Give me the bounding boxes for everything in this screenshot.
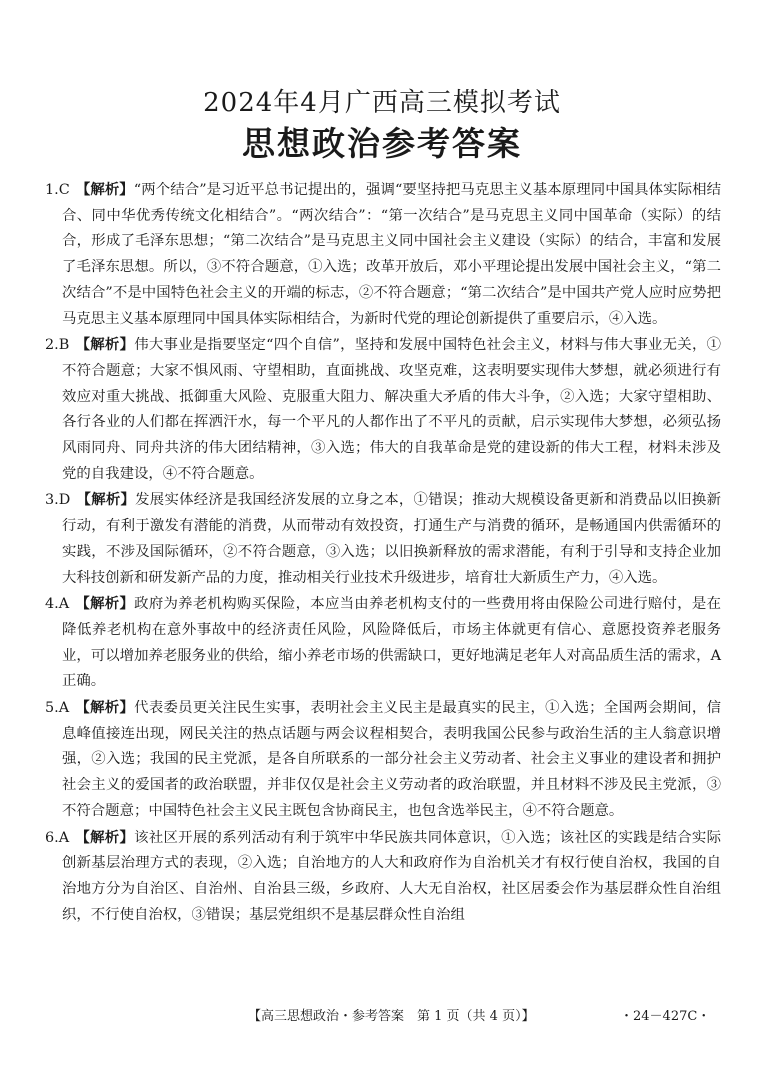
answer-number: 2. bbox=[45, 337, 59, 354]
answer-item bbox=[45, 825, 721, 929]
answer-number: 5. bbox=[45, 700, 59, 717]
answer-item bbox=[45, 487, 721, 591]
analysis-tag: 【解析】 bbox=[75, 336, 135, 354]
answer-letter: B bbox=[58, 337, 70, 354]
answer-letter: D bbox=[58, 492, 71, 509]
analysis-tag: 【解析】 bbox=[75, 699, 135, 717]
footer-code: ・24－427C・ bbox=[620, 1009, 711, 1024]
answer-number: 1. bbox=[45, 182, 59, 198]
answer-letter: A bbox=[58, 700, 70, 717]
answer-item bbox=[45, 177, 721, 332]
answer-letter: C bbox=[58, 182, 70, 198]
answer-number: 6. bbox=[45, 829, 59, 846]
document-subtitle: 思想政治参考答案 bbox=[242, 124, 522, 163]
analysis-text: “两个结合”是习近平总书记提出的，强调“要坚持把马克思主义基本原理同中国具体实际相结合、同中华优秀传统文化相结合”。“两次结合”：“第一次结合”是马克思主义同中国革命（实际）的结合，形成了毛泽东思想；“第二次结合”是马克思主义同中国社会主义建设（实际）的结合，丰富和发展了毛泽东思想。所以，③不符合题意，①入选；改革开放后，邓小平理论提出发展中国社会主义，“第二次结合”不是中国特色社会主义的开端的标志，②不符合题意；“第二次结合”是中国共产党人应时应势把马克思主义基本原理同中国具体实际相结合，为新时代党的理论创新提供了重要启示，④入选。 bbox=[62, 182, 721, 327]
analysis-text: 政府为养老机构购买保险，本应当由养老机构支付的一些费用将由保险公司进行赔付，是在降低养老机构在意外事故中的经济责任风险，风险降低后，市场主体就更有信心、意愿投资养老服务业，可以增加养老服务业的供给，缩小养老市场的供需缺口，更好地满足老年人对高品质生活的需求，A正确。 bbox=[62, 596, 721, 690]
answer-item bbox=[45, 695, 721, 825]
analysis-text: 伟大事业是指要坚定“四个自信”，坚持和发展中国特色社会主义，材料与伟大事业无关，①不符合题意；大家不惧风雨、守望相助，直面挑战、攻坚克难，这表明要实现伟大梦想，就必须进行有效应对重大挑战、抵御重大风险、克服重大阻力、解决重大矛盾的伟大斗争，②入选；大家守望相助、各行各业的人们都在挥洒汗水，每一个平凡的人都作出了不平凡的贡献，启示实现伟大梦想，必须弘扬风雨同舟、同舟共济的伟大团结精神，③入选；伟大的自我革命是党的建设新的伟大工程，材料未涉及党的自我建设，④不符合题意。 bbox=[62, 337, 721, 482]
answer-letter: A bbox=[58, 829, 70, 846]
answer-item bbox=[45, 332, 721, 487]
analysis-text: 该社区开展的系列活动有利于筑牢中华民族共同体意识，①入选；该社区的实践是结合实际创新基层治理方式的表现，②入选；自治地方的人大和政府作为自治机关才有权行使自治权，我国的自治地方分为自治区、自治州、自治县三级，乡政府、人大无自治权，社区居委会作为基层群众性自治组织，不行使自治权，③错误；基层党组织不是基层群众性自治组 bbox=[62, 829, 721, 923]
answer-number: 3. bbox=[45, 492, 59, 509]
footer-page-info: 【高三思想政治・参考答案 第 1 页（共 4 页）】 bbox=[248, 1009, 535, 1024]
analysis-tag: 【解析】 bbox=[75, 828, 135, 846]
analysis-tag: 【解析】 bbox=[76, 491, 136, 509]
answer-list bbox=[45, 177, 721, 928]
answer-item bbox=[45, 591, 721, 695]
answer-letter: A bbox=[58, 596, 70, 613]
analysis-text: 发展实体经济是我国经济发展的立身之本，①错误；推动大规模设备更新和消费品以旧换新行动，有利于激发有潜能的消费，从而带动有效投资，打通生产与消费的循环，是畅通国内供需循环的实践，不涉及国际循环，②不符合题意，③入选；以旧换新释放的需求潜能，有利于引导和支持企业加大科技创新和研发新产品的力度，推动相关行业技术升级进步，培育壮大新质生产力，④入选。 bbox=[62, 492, 721, 586]
answer-number: 4. bbox=[45, 596, 59, 613]
exam-title: 2024年4月广西高三模拟考试 bbox=[203, 88, 561, 118]
analysis-tag: 【解析】 bbox=[75, 595, 135, 613]
analysis-tag: 【解析】 bbox=[75, 181, 134, 198]
analysis-text: 代表委员更关注民生实事，表明社会主义民主是最真实的民主，①入选；全国两会期间，信息峰值接连出现，网民关注的热点话题与两会议程相契合，表明我国公民参与政治生活的主人翁意识增强，②入选；我国的民主党派，是各自所联系的一部分社会主义劳动者、社会主义事业的建设者和拥护社会主义的爱国者的政治联盟，并非仅仅是社会主义劳动者的政治联盟，并且材料不涉及民主党派，③不符合题意；中国特色社会主义民主既包含协商民主，也包含选举民主，④不符合题意。 bbox=[62, 700, 721, 819]
